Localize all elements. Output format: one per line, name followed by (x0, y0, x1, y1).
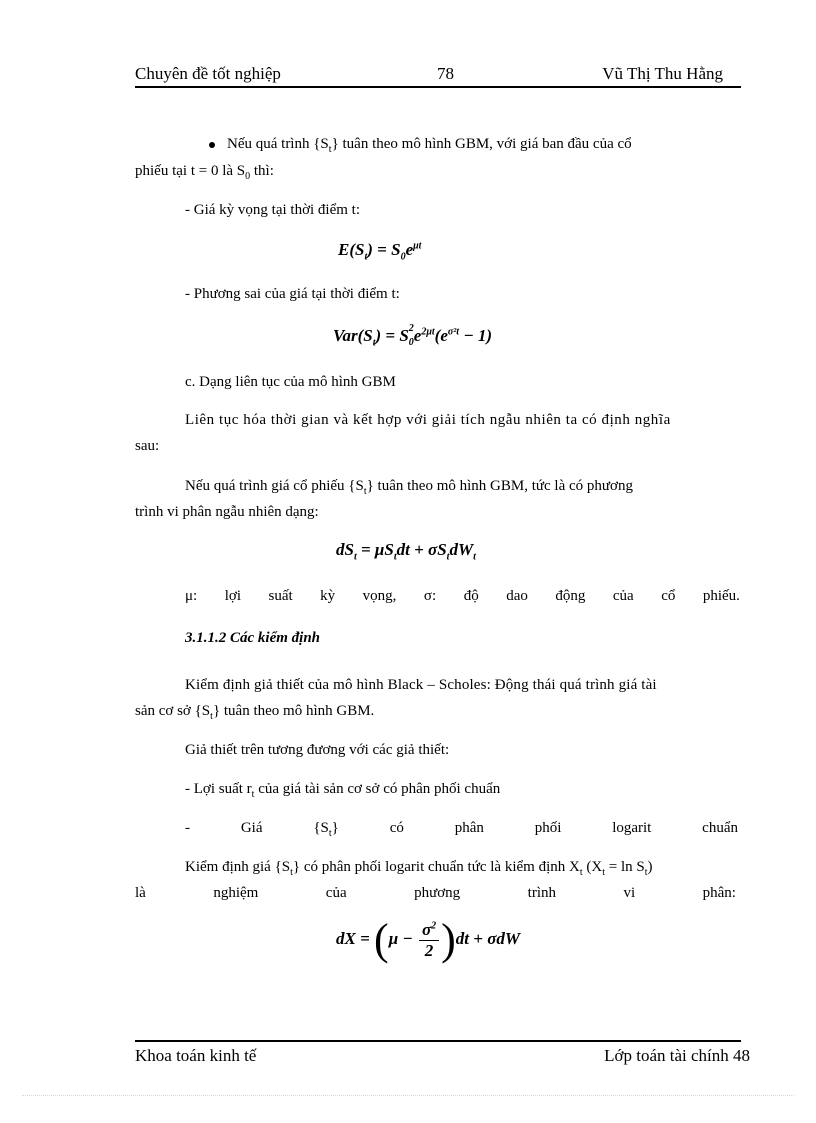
continuous-heading: c. Dạng liên tục của mô hình GBM (185, 374, 396, 390)
test-paragraph-2: Kiểm định giá $\{S_t\}$ có phân phối logarit chuẩn tức là kiểm định $X_t$ $(X_t = \ln S_t)$ (185, 859, 653, 878)
page-header (135, 62, 741, 88)
bullet-paragraph-line2: phiếu tại t = 0 là $S_0$ thì: (135, 163, 274, 182)
footer-faculty: Khoa toán kinh tế (135, 1046, 257, 1065)
continuous-paragraph-1-end: sau: (135, 438, 160, 454)
equiv-line: Giả thiết trên tương đương với các giả thiết: (185, 742, 450, 758)
assumption-2: - Giá $\{S_t\}$ có phân phối logarit chuẩn (185, 820, 738, 839)
footer-class: Lớp toán tài chính 48 (604, 1046, 750, 1065)
page-number: 78 (437, 64, 454, 83)
equation-dx: dX = (μ − $\frac{\sigma^2}{2}$ )dt + σdW (336, 915, 520, 964)
equation-expected: $E(S_t) = S_0e^{\mu t}$ (338, 240, 422, 263)
footer-rule (135, 1040, 741, 1042)
continuous-paragraph-2: Nếu quá trình giá cổ phiếu $\{S_t\}$ tuân theo mô hình GBM, tức là có phương (185, 478, 633, 497)
page-bottom-divider (22, 1095, 794, 1096)
continuous-paragraph-2-end: trình vi phân ngẫu nhiên dạng: (135, 504, 319, 520)
assumption-1: - Lợi suất $r_t$ của giá tài sản cơ sở có phân phối chuẩn (185, 781, 501, 800)
test-paragraph-1: Kiểm định giả thiết của mô hình Black – Scholes: Động thái quá trình giá tài (185, 677, 657, 693)
test-paragraph-2-line2: là nghiệm của phương trình vi phân: (135, 885, 736, 901)
bullet-icon (209, 142, 215, 148)
expected-label: - Giá kỳ vọng tại thời điểm t: (185, 202, 360, 218)
section-heading: 3.1.1.2 Các kiểm định (185, 630, 321, 646)
variance-label: - Phương sai của giá tại thời điểm t: (185, 286, 400, 302)
mu-sigma-line: μ: lợi suất kỳ vọng, σ: độ dao động của cổ phiếu. (185, 588, 740, 604)
bullet-paragraph: Nếu quá trình $\{S_t\}$ tuân theo mô hình GBM, với giá ban đầu của cổ (209, 135, 741, 159)
equation-sde: $dS_t = \mu S_tdt + \sigma S_tdW_t$ (336, 540, 476, 563)
continuous-paragraph-1: Liên tục hóa thời gian và kết hợp với giải tích ngẫu nhiên ta có định nghĩa (185, 412, 671, 428)
header-author: Vũ Thị Thu Hằng (602, 64, 723, 83)
test-paragraph-1-end: sản cơ sở $\{S_t\}$ tuân theo mô hình GBM. (135, 703, 375, 722)
header-title: Chuyên đề tốt nghiệp (135, 64, 281, 83)
fraction-sigma-squared-over-2: $\frac{\sigma^2}{2}$ (419, 920, 439, 961)
equation-variance: $Var(S_t) = S$ $_{2 0}e^{2\mu t}(e^{\sigma^2t} - 1)$ (333, 323, 493, 349)
